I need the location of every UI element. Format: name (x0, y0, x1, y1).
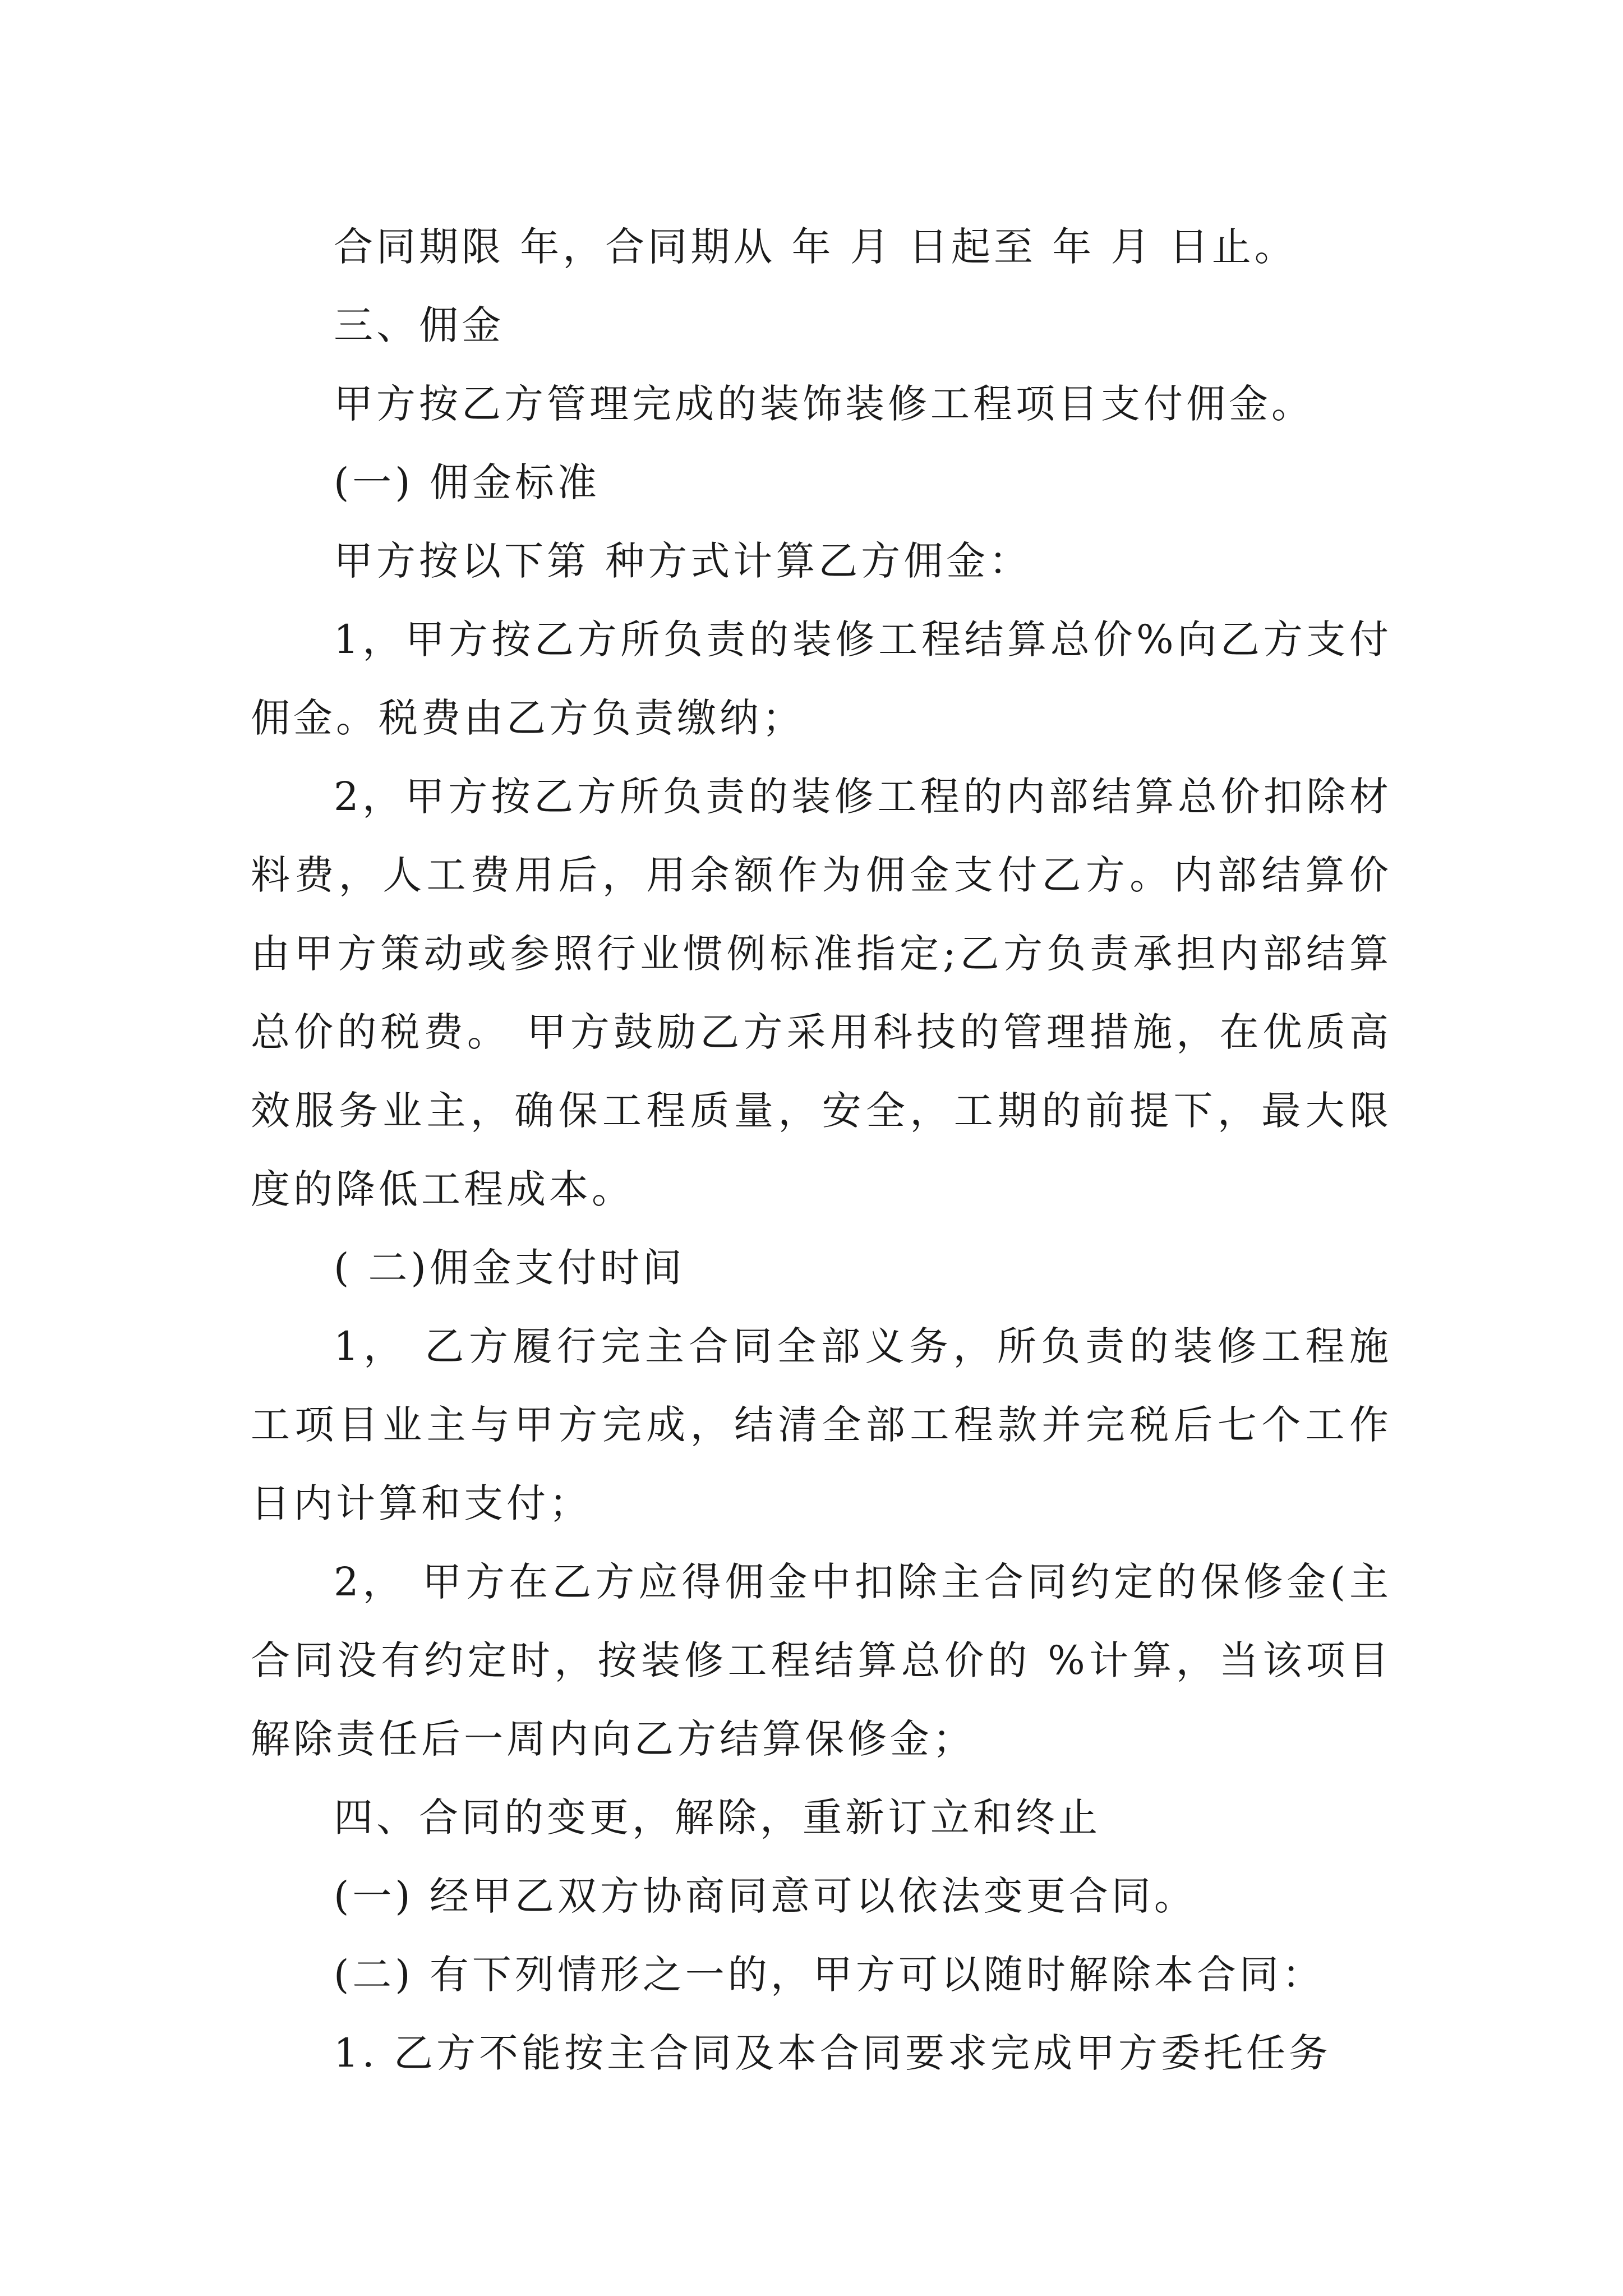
section-heading-commission: 三、佣金 (334, 302, 504, 348)
paragraph-method-2: 2，甲方按乙方所负责的装修工程的内部结算总价扣除材料费，人工费用后，用余额作为佣金支付乙方。内部结算价由甲方策动或参照行业惯例标准指定;乙方负责承担内部结算总价的税费。 甲方鼓励乙方采用科技的管理措施，在优质高效服务业主，确保工程质量，安全，工期的前提下，最大限度的降低工程成本。 (251, 774, 1392, 1212)
paragraph-termination-conditions: (二) 有下列情形之一的，甲方可以随时解除本合同： (334, 1952, 1325, 1998)
paragraph-change-by-agreement: (一) 经甲乙双方协商同意可以依法变更合同。 (334, 1873, 1197, 1919)
paragraph-termination-item-1: 1. 乙方不能按主合同及本合同要求完成甲方委托任务 (334, 2030, 1332, 2076)
subheading-payment-time: ( 二)佣金支付时间 (334, 1245, 685, 1291)
paragraph-payment-1: 1， 乙方履行完主合同全部义务，所负责的装修工程施工项目业主与甲方完成，结清全部工程款并完税后七个工作日内计算和支付； (251, 1323, 1392, 1526)
document-body (251, 208, 1392, 2092)
paragraph-method-1: 1，甲方按乙方所负责的装修工程结算总价%向乙方支付佣金。税费由乙方负责缴纳； (251, 616, 1392, 741)
paragraph-calculation-method: 甲方按以下第 种方式计算乙方佣金： (334, 538, 1032, 584)
paragraph-commission-intro: 甲方按乙方管理完成的装饰装修工程项目支付佣金。 (334, 381, 1314, 427)
subheading-commission-standard: (一) 佣金标准 (334, 459, 600, 505)
section-heading-contract-changes: 四、合同的变更，解除，重新订立和终止 (334, 1795, 1101, 1841)
paragraph-payment-2: 2， 甲方在乙方应得佣金中扣除主合同约定的保修金(主合同没有约定时，按装修工程结算总价的 %计算，当该项目解除责任后一周内向乙方结算保修金； (251, 1559, 1392, 1762)
paragraph-contract-term: 合同期限 年，合同期从 年 月 日起至 年 月 日止。 (334, 224, 1297, 270)
